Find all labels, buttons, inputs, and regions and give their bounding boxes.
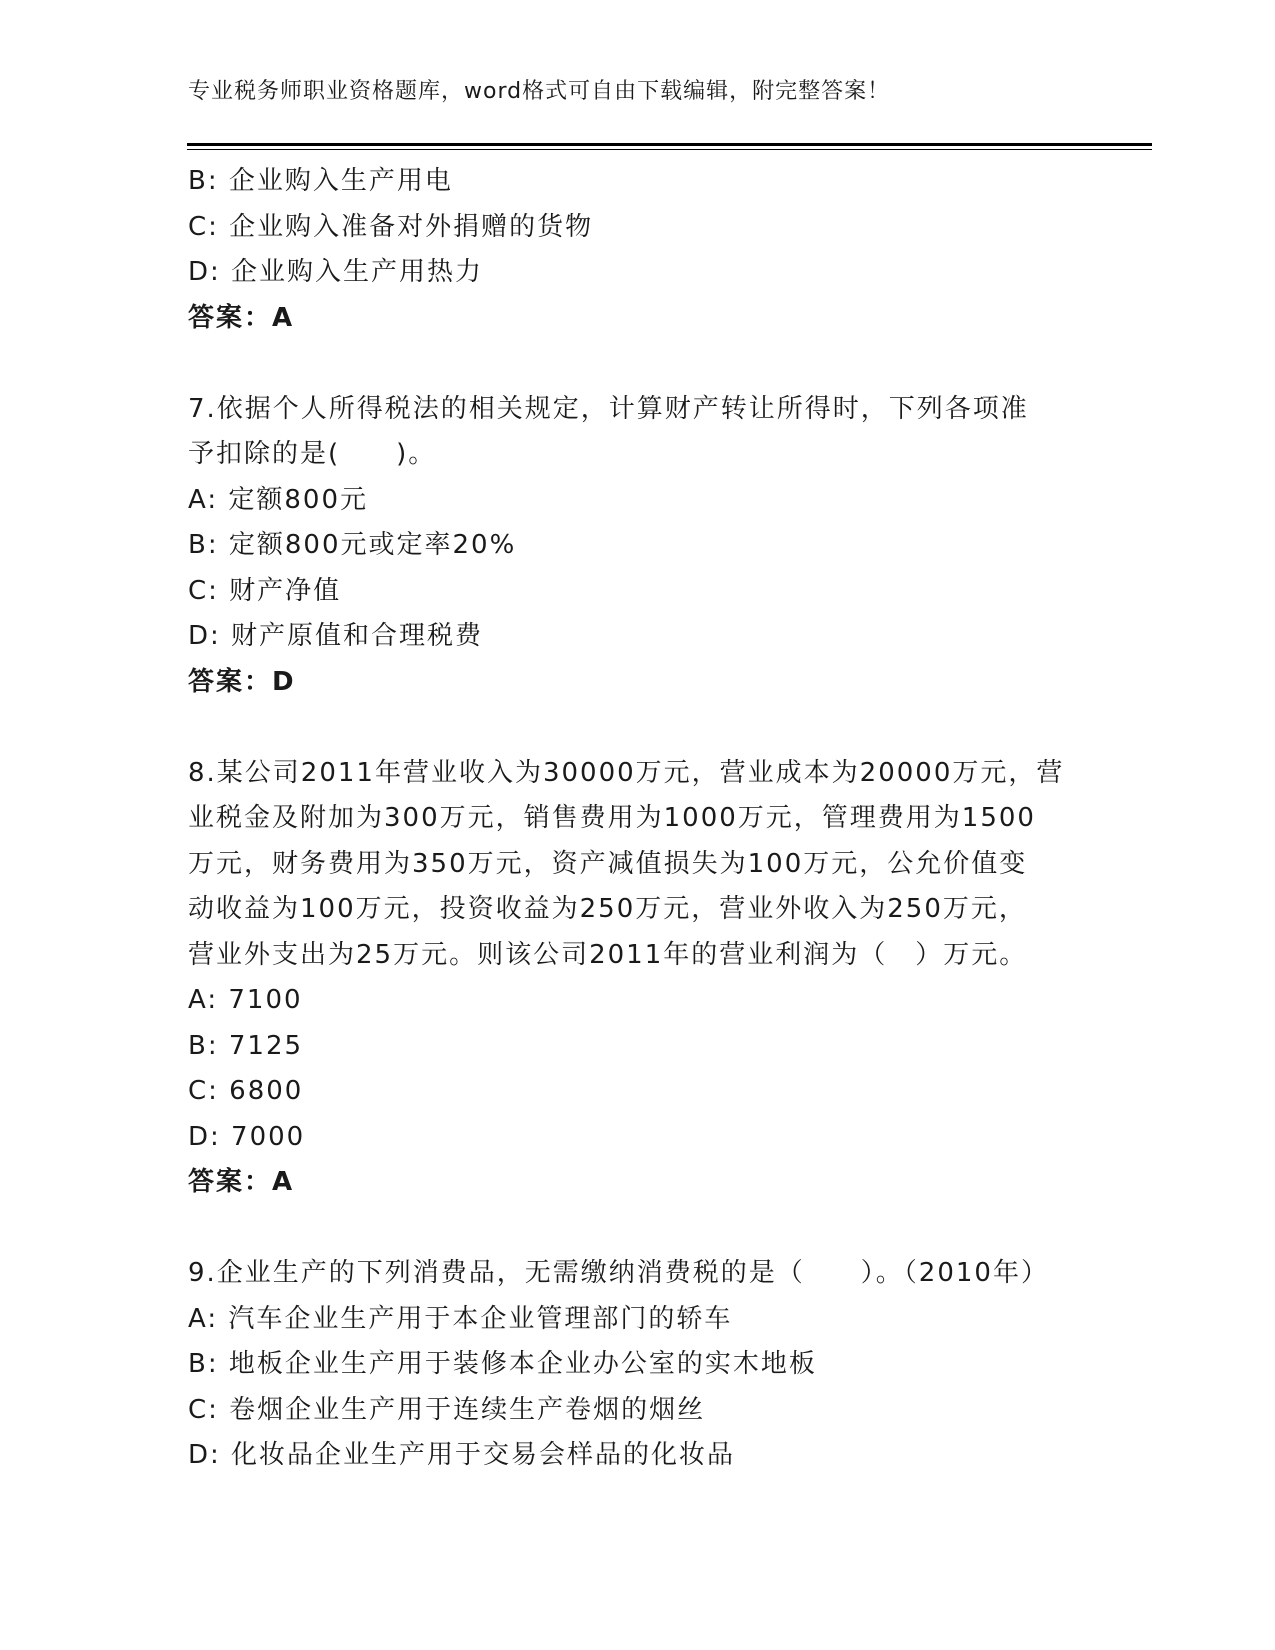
q9-option-c: C: 卷烟企业生产用于连续生产卷烟的烟丝 xyxy=(188,1394,706,1425)
q8-option-d: D: 7000 xyxy=(188,1121,306,1152)
q8-stem-line: 营业外支出为25万元。则该公司2011年的营业利润为（ ）万元。 xyxy=(188,939,1028,970)
q7-stem-line: 予扣除的是( )。 xyxy=(188,439,437,469)
q8-option-c: C: 6800 xyxy=(188,1076,304,1106)
q7-stem-line: 7.依据个人所得税法的相关规定，计算财产转让所得时，下列各项准 xyxy=(188,393,1029,424)
q6-option-c: C: 企业购入准备对外捐赠的货物 xyxy=(188,211,594,242)
q7-answer: 答案：D xyxy=(188,666,296,697)
spacer xyxy=(188,1206,1088,1252)
q8-answer: 答案：A xyxy=(188,1167,295,1197)
q6-answer: 答案：A xyxy=(188,302,295,333)
q9-option-d: D: 化妆品企业生产用于交易会样品的化妆品 xyxy=(188,1440,736,1470)
spacer xyxy=(188,705,1088,751)
header-rule-thick xyxy=(187,143,1152,146)
q7-option-b: B: 定额800元或定率20% xyxy=(188,530,517,560)
q8-option-a: A: 7100 xyxy=(188,985,303,1015)
q7-option-a: A: 定额800元 xyxy=(188,484,368,515)
q8-stem-line: 动收益为100万元，投资收益为250万元，营业外收入为250万元， xyxy=(188,894,1027,924)
q8-stem-line: 业税金及附加为300万元，销售费用为1000万元，管理费用为1500 xyxy=(188,803,1036,833)
q7-option-c: C: 财产净值 xyxy=(188,575,342,606)
q6-option-b: B: 企业购入生产用电 xyxy=(188,166,453,196)
q9-option-a: A: 汽车企业生产用于本企业管理部门的轿车 xyxy=(188,1303,733,1334)
q9-option-b: B: 地板企业生产用于装修本企业办公室的实木地板 xyxy=(188,1349,817,1379)
q9-stem-line: 9.企业生产的下列消费品，无需缴纳消费税的是（ ）。（2010年） xyxy=(188,1258,1049,1288)
q8-stem-line: 万元，财务费用为350万元，资产减值损失为100万元，公允价值变 xyxy=(188,848,1028,879)
question-content xyxy=(188,159,1088,1479)
q7-option-d: D: 财产原值和合理税费 xyxy=(188,621,484,651)
q8-stem-line: 8.某公司2011年营业收入为30000万元，营业成本为20000万元，营 xyxy=(188,757,1065,788)
page-header: 专业税务师职业资格题库，word格式可自由下载编辑，附完整答案！ xyxy=(188,79,891,104)
q6-option-d: D: 企业购入生产用热力 xyxy=(188,257,484,287)
q8-option-b: B: 7125 xyxy=(188,1030,304,1061)
header-rule-thin xyxy=(187,149,1152,150)
spacer xyxy=(188,341,1088,387)
